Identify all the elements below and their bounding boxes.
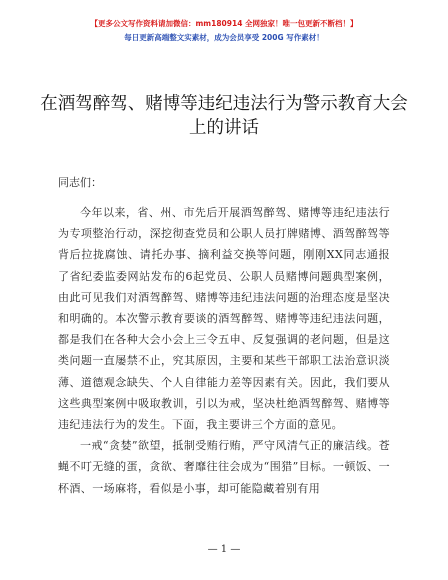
paragraph: 今年以来，省、州、市先后开展酒驾醉驾、赌博等违纪违法行为专项整治行动，深挖彻查党员和公职人员打牌赌博、酒驾醉驾等背后拉拢腐蚀、请托办事、摘利益交换等问题，刚刚XX同志通报了省纪委监委网站发布的6起党员、公职人员赌博问题典型案例，由此可见我们对酒驾醉驾、赌博等违纪违法问题的治理态度是坚决和明确的。本次警示教育要谈的酒驾醉驾、赌博等违纪违法问题，都是我们在各种大会小会上三令五申、反复强调的老问题，但是这类问题一直屡禁不止，究其原因，主要和某些干部职工法治意识淡薄、道德观念缺失、个人自律能力差等因素有关。因此，我们要从这些典型案例中吸取教训，引以为戒，坚决杜绝酒驾醉驾、赌博等违纪违法行为的发生。下面，我主要讲三个方面的意见。 [58,206,390,432]
document-body [58,202,390,499]
greeting: 同志们： [58,176,102,189]
page-number: — 1 — [207,544,241,555]
promo-banner-line-2: 每日更新高端整文实素材，成为会员享受 200G 写作素材！ [124,33,324,42]
promo-banner-line-1: 【更多公文写作资料请加微信：mm180914 全网独家！唯一包更新不断档！】 [90,19,358,28]
paragraph: 一戒“贪婪”欲望，抵制受贿行贿，严守风清气正的廉洁线。苍蝇不叮无缝的蛋，贪欲、奢靡往往会成为“围猎”目标。一顿饭、一杯酒、一场麻将，看似是小事，却可能隐藏着别有用 [58,439,390,495]
document-title: 在酒驾醉驾、赌博等违纪违法行为警示教育大会上的讲话 [40,94,408,138]
